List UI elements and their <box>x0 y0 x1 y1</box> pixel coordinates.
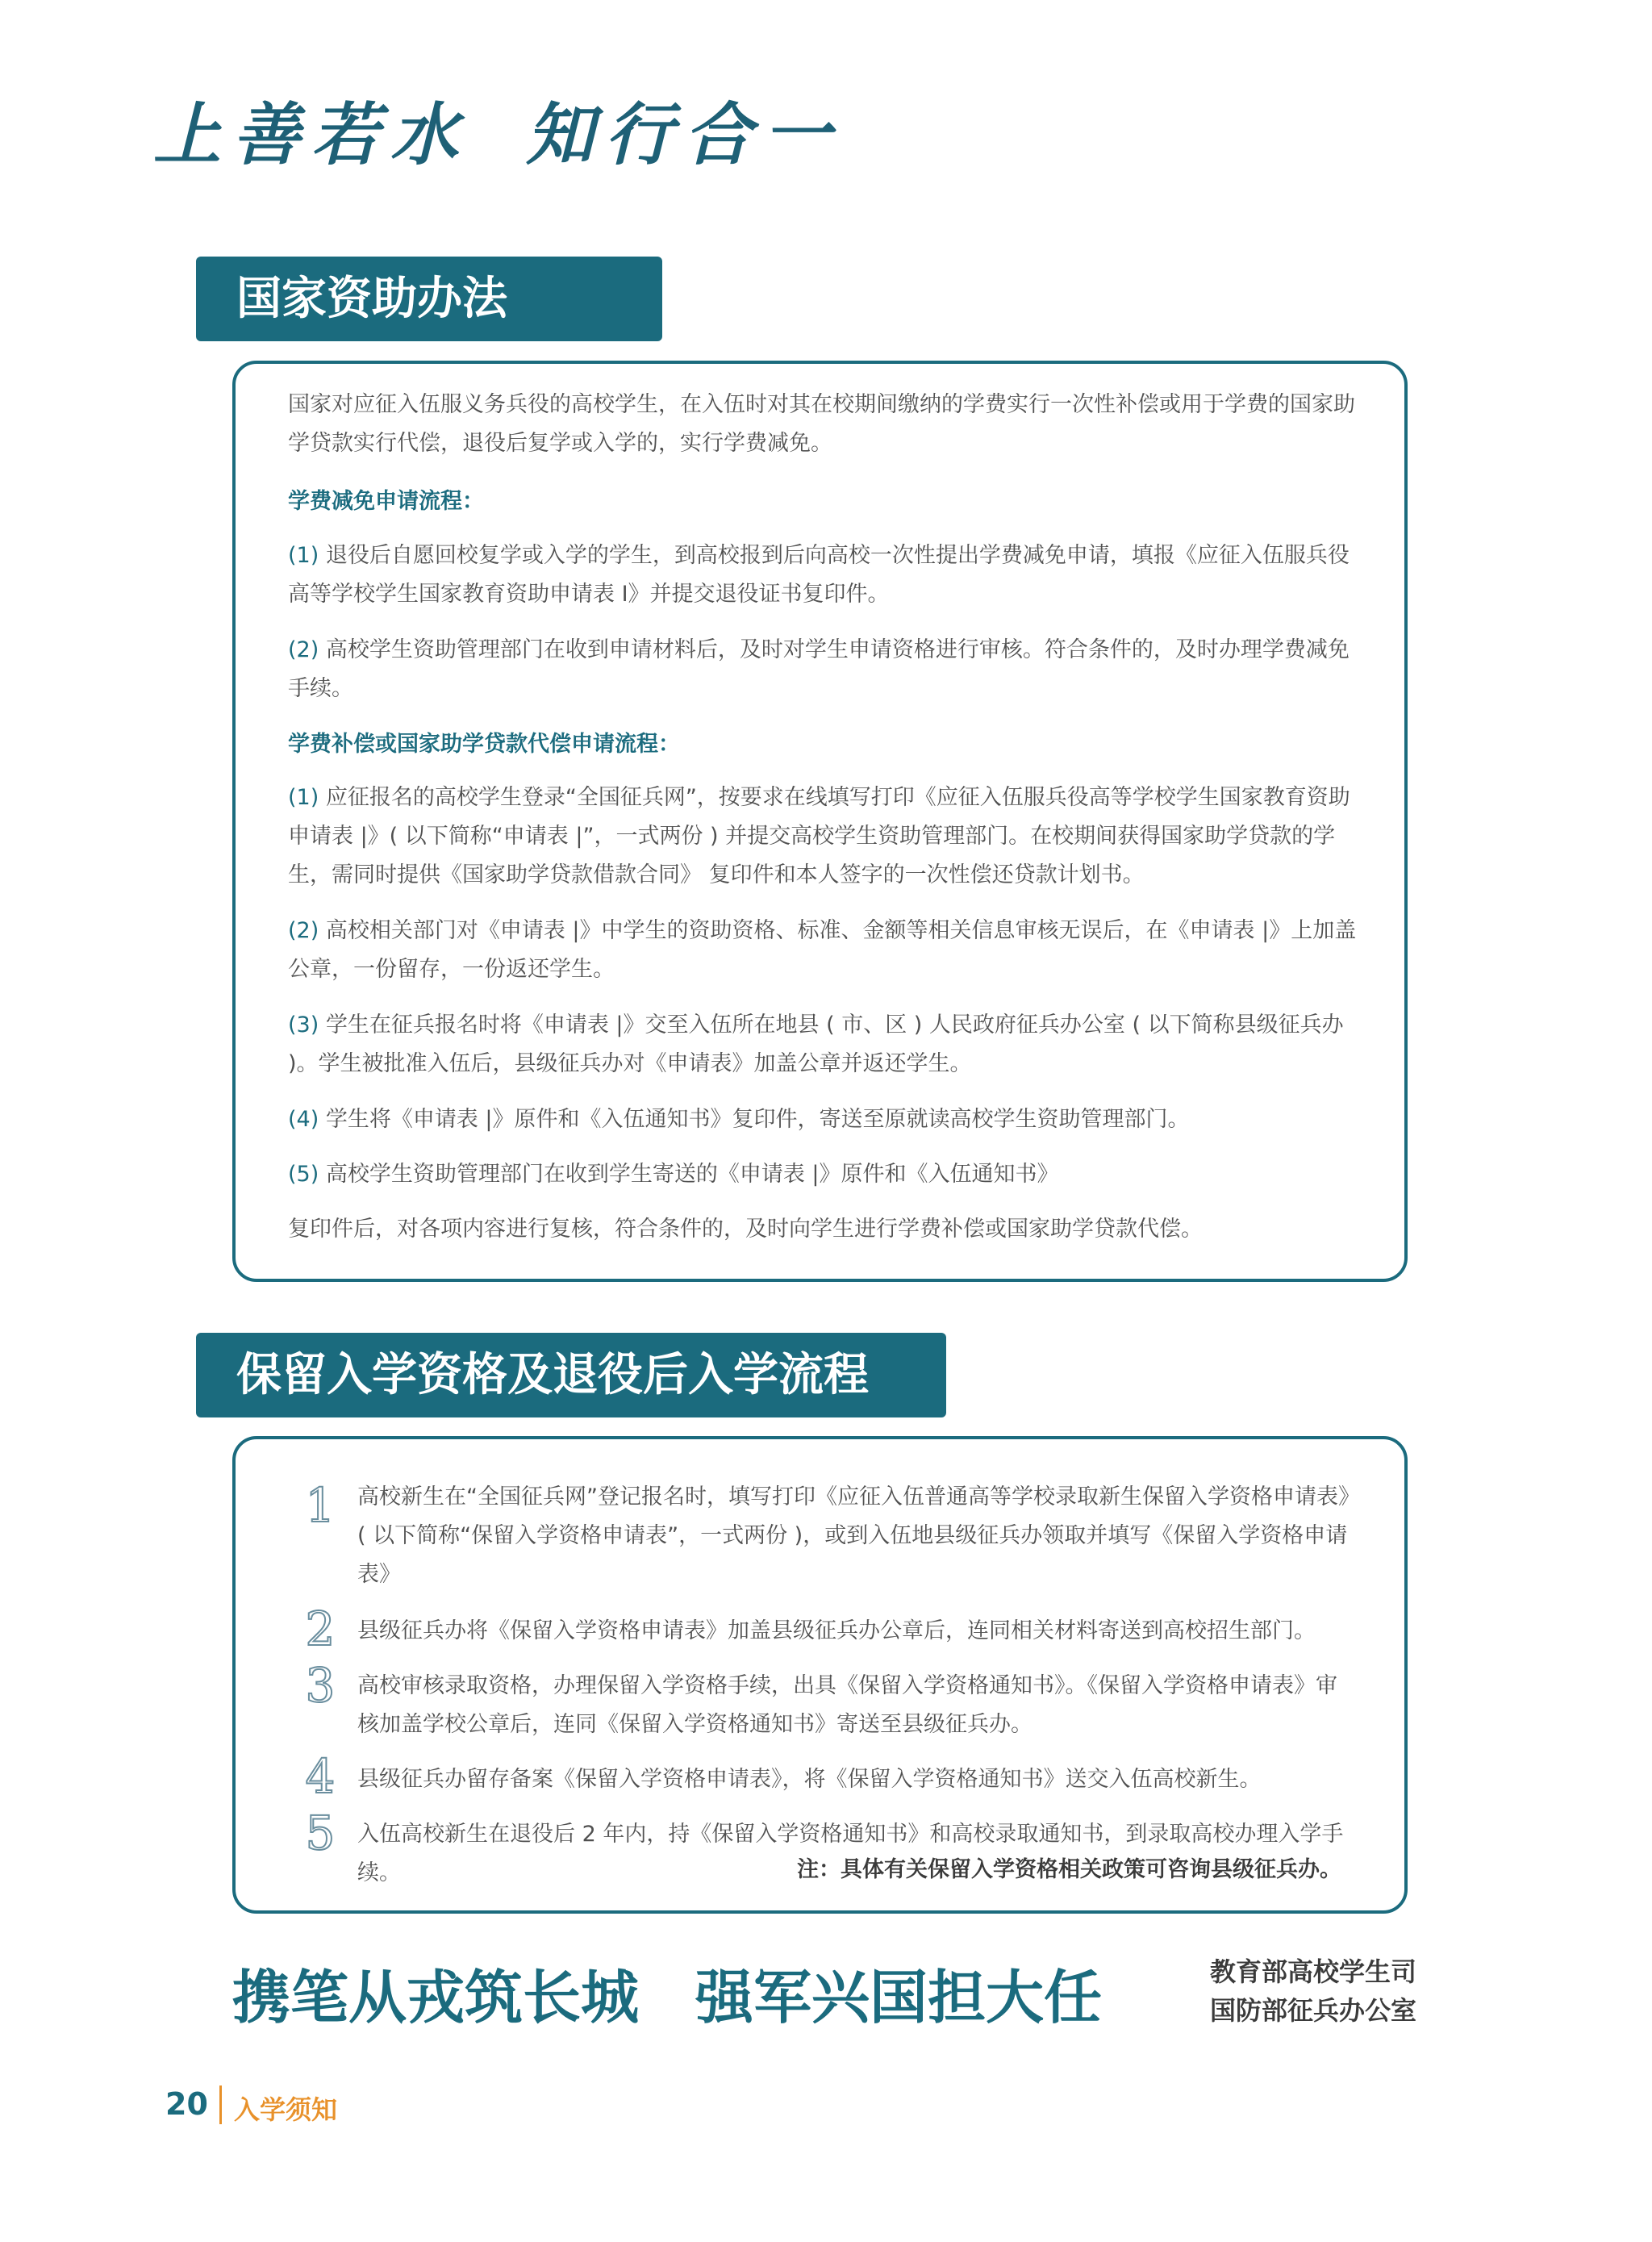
compensation-item-1 <box>288 779 1361 895</box>
item-number: (1) <box>288 785 319 810</box>
motto-part1: 上善若水 <box>153 94 470 174</box>
step-number-1: 1 <box>305 1478 336 1533</box>
item-text: 高校相关部门对《申请表 |》中学生的资助资格、标准、金额等相关信息审核无误后，在《申请表 |》上加盖公章，一份留存，一份返还学生。 <box>288 918 1357 982</box>
compensation-item-3 <box>288 1006 1361 1083</box>
step-number-5: 5 <box>305 1806 336 1860</box>
motto-part2: 知行合一 <box>526 94 843 174</box>
item-number: (1) <box>288 543 319 568</box>
item-text: 学生将《申请表 |》原件和《入伍通知书》复印件，寄送至原就读高校学生资助管理部门。 <box>319 1107 1190 1132</box>
item-text: 高校学生资助管理部门在收到申请材料后，及时对学生申请资格进行审核。符合条件的，及时办理学费减免手续。 <box>288 637 1350 701</box>
issuer-1: 教育部高校学生司 <box>1210 1956 1417 1987</box>
slogan <box>232 1951 1102 2035</box>
compensation-item-4 <box>288 1100 1361 1139</box>
section-title-enrollment: 保留入学资格及退役后入学流程 <box>196 1333 946 1417</box>
issuer-2: 国防部征兵办公室 <box>1210 1995 1417 2026</box>
item-number: (2) <box>288 637 319 662</box>
item-number: (4) <box>288 1107 319 1132</box>
compensation-subtitle: 学费补偿或国家助学贷款代偿申请流程： <box>288 732 680 757</box>
step-number-3: 3 <box>305 1658 336 1713</box>
issuers <box>1210 1952 1416 2030</box>
footer-label: 入学须知 <box>234 2094 338 2125</box>
enrollment-note: 注：具体有关保留入学资格相关政策可咨询县级征兵办。 <box>797 1857 1341 1882</box>
slogan-part2: 强军兴国担大任 <box>695 1963 1103 2031</box>
compensation-item-2 <box>288 912 1361 989</box>
footer-divider <box>219 2085 222 2124</box>
item-number: (3) <box>288 1012 319 1037</box>
step-text-1: 高校新生在“全国征兵网”登记报名时，填写打印《应征入伍普通高等学校录取新生保留入学资格申请表》( 以下简称“保留入学资格申请表”，一式两份 )，或到入伍地县级征兵办领取并填写《保留入学资格申请表》 <box>357 1484 1350 1587</box>
step-number-2: 2 <box>305 1601 336 1656</box>
item-text: 应征报名的高校学生登录“全国征兵网”，按要求在线填写打印《应征入伍服兵役高等学校学生国家教育资助申请表 |》( 以下简称“申请表 |”，一式两份 ) 并提交高校学生资助管理部门。在校期间获得国家助学贷款的学生，需同时提供《国家助学贷款借款合同》 复印件和本人签字的一次性偿还贷款计划书。 <box>288 785 1350 887</box>
item-number: (2) <box>288 918 319 943</box>
slogan-part1: 携笔从戎筑长城 <box>232 1963 640 2031</box>
tuition-waiver-item-1 <box>288 536 1361 614</box>
section-title-financial-aid: 国家资助办法 <box>196 257 662 341</box>
item-text: 高校学生资助管理部门在收到学生寄送的《申请表 |》原件和《入伍通知书》 <box>319 1162 1059 1187</box>
item-text: 学生在征兵报名时将《申请表 |》交至入伍所在地县 ( 市、区 ) 人民政府征兵办公室 ( 以下简称县级征兵办 )。学生被批准入伍后，县级征兵办对《申请表》加盖公章并返还学生。 <box>288 1012 1344 1076</box>
item-text: 退役后自愿回校复学或入学的学生，到高校报到后向高校一次性提出学费减免申请，填报《应征入伍服兵役高等学校学生国家教育资助申请表 I》并提交退役证书复印件。 <box>288 543 1350 607</box>
step-text-2: 县级征兵办将《保留入学资格申请表》加盖县级征兵办公章后，连同相关材料寄送到高校招生部门。 <box>357 1618 1316 1643</box>
step-text-5: 入伍高校新生在退役后 2 年内，持《保留入学资格通知书》和高校录取通知书，到录取高校办理入学手续。 <box>357 1822 1344 1885</box>
tuition-waiver-subtitle: 学费减免申请流程： <box>288 489 484 514</box>
item-number: (5) <box>288 1162 319 1187</box>
motto <box>153 81 842 178</box>
page-number: 20 <box>165 2086 208 2122</box>
step-text-3: 高校审核录取资格，办理保留入学资格手续，出具《保留入学资格通知书》。《保留入学资格申请表》审核加盖学校公章后，连同《保留入学资格通知书》寄送至县级征兵办。 <box>357 1673 1337 1737</box>
financial-aid-intro: 国家对应征入伍服义务兵役的高校学生，在入伍时对其在校期间缴纳的学费实行一次性补偿或用于学费的国家助学贷款实行代偿，退役后复学或入学的，实行学费减免。 <box>288 392 1355 456</box>
compensation-item-5 <box>288 1155 1361 1194</box>
tuition-waiver-item-2 <box>288 631 1361 708</box>
step-number-4: 4 <box>305 1749 336 1804</box>
compensation-closing: 复印件后，对各项内容进行复核，符合条件的，及时向学生进行学费补偿或国家助学贷款代偿。 <box>288 1217 1203 1242</box>
step-text-4: 县级征兵办留存备案《保留入学资格申请表》，将《保留入学资格通知书》送交入伍高校新生。 <box>357 1767 1262 1792</box>
